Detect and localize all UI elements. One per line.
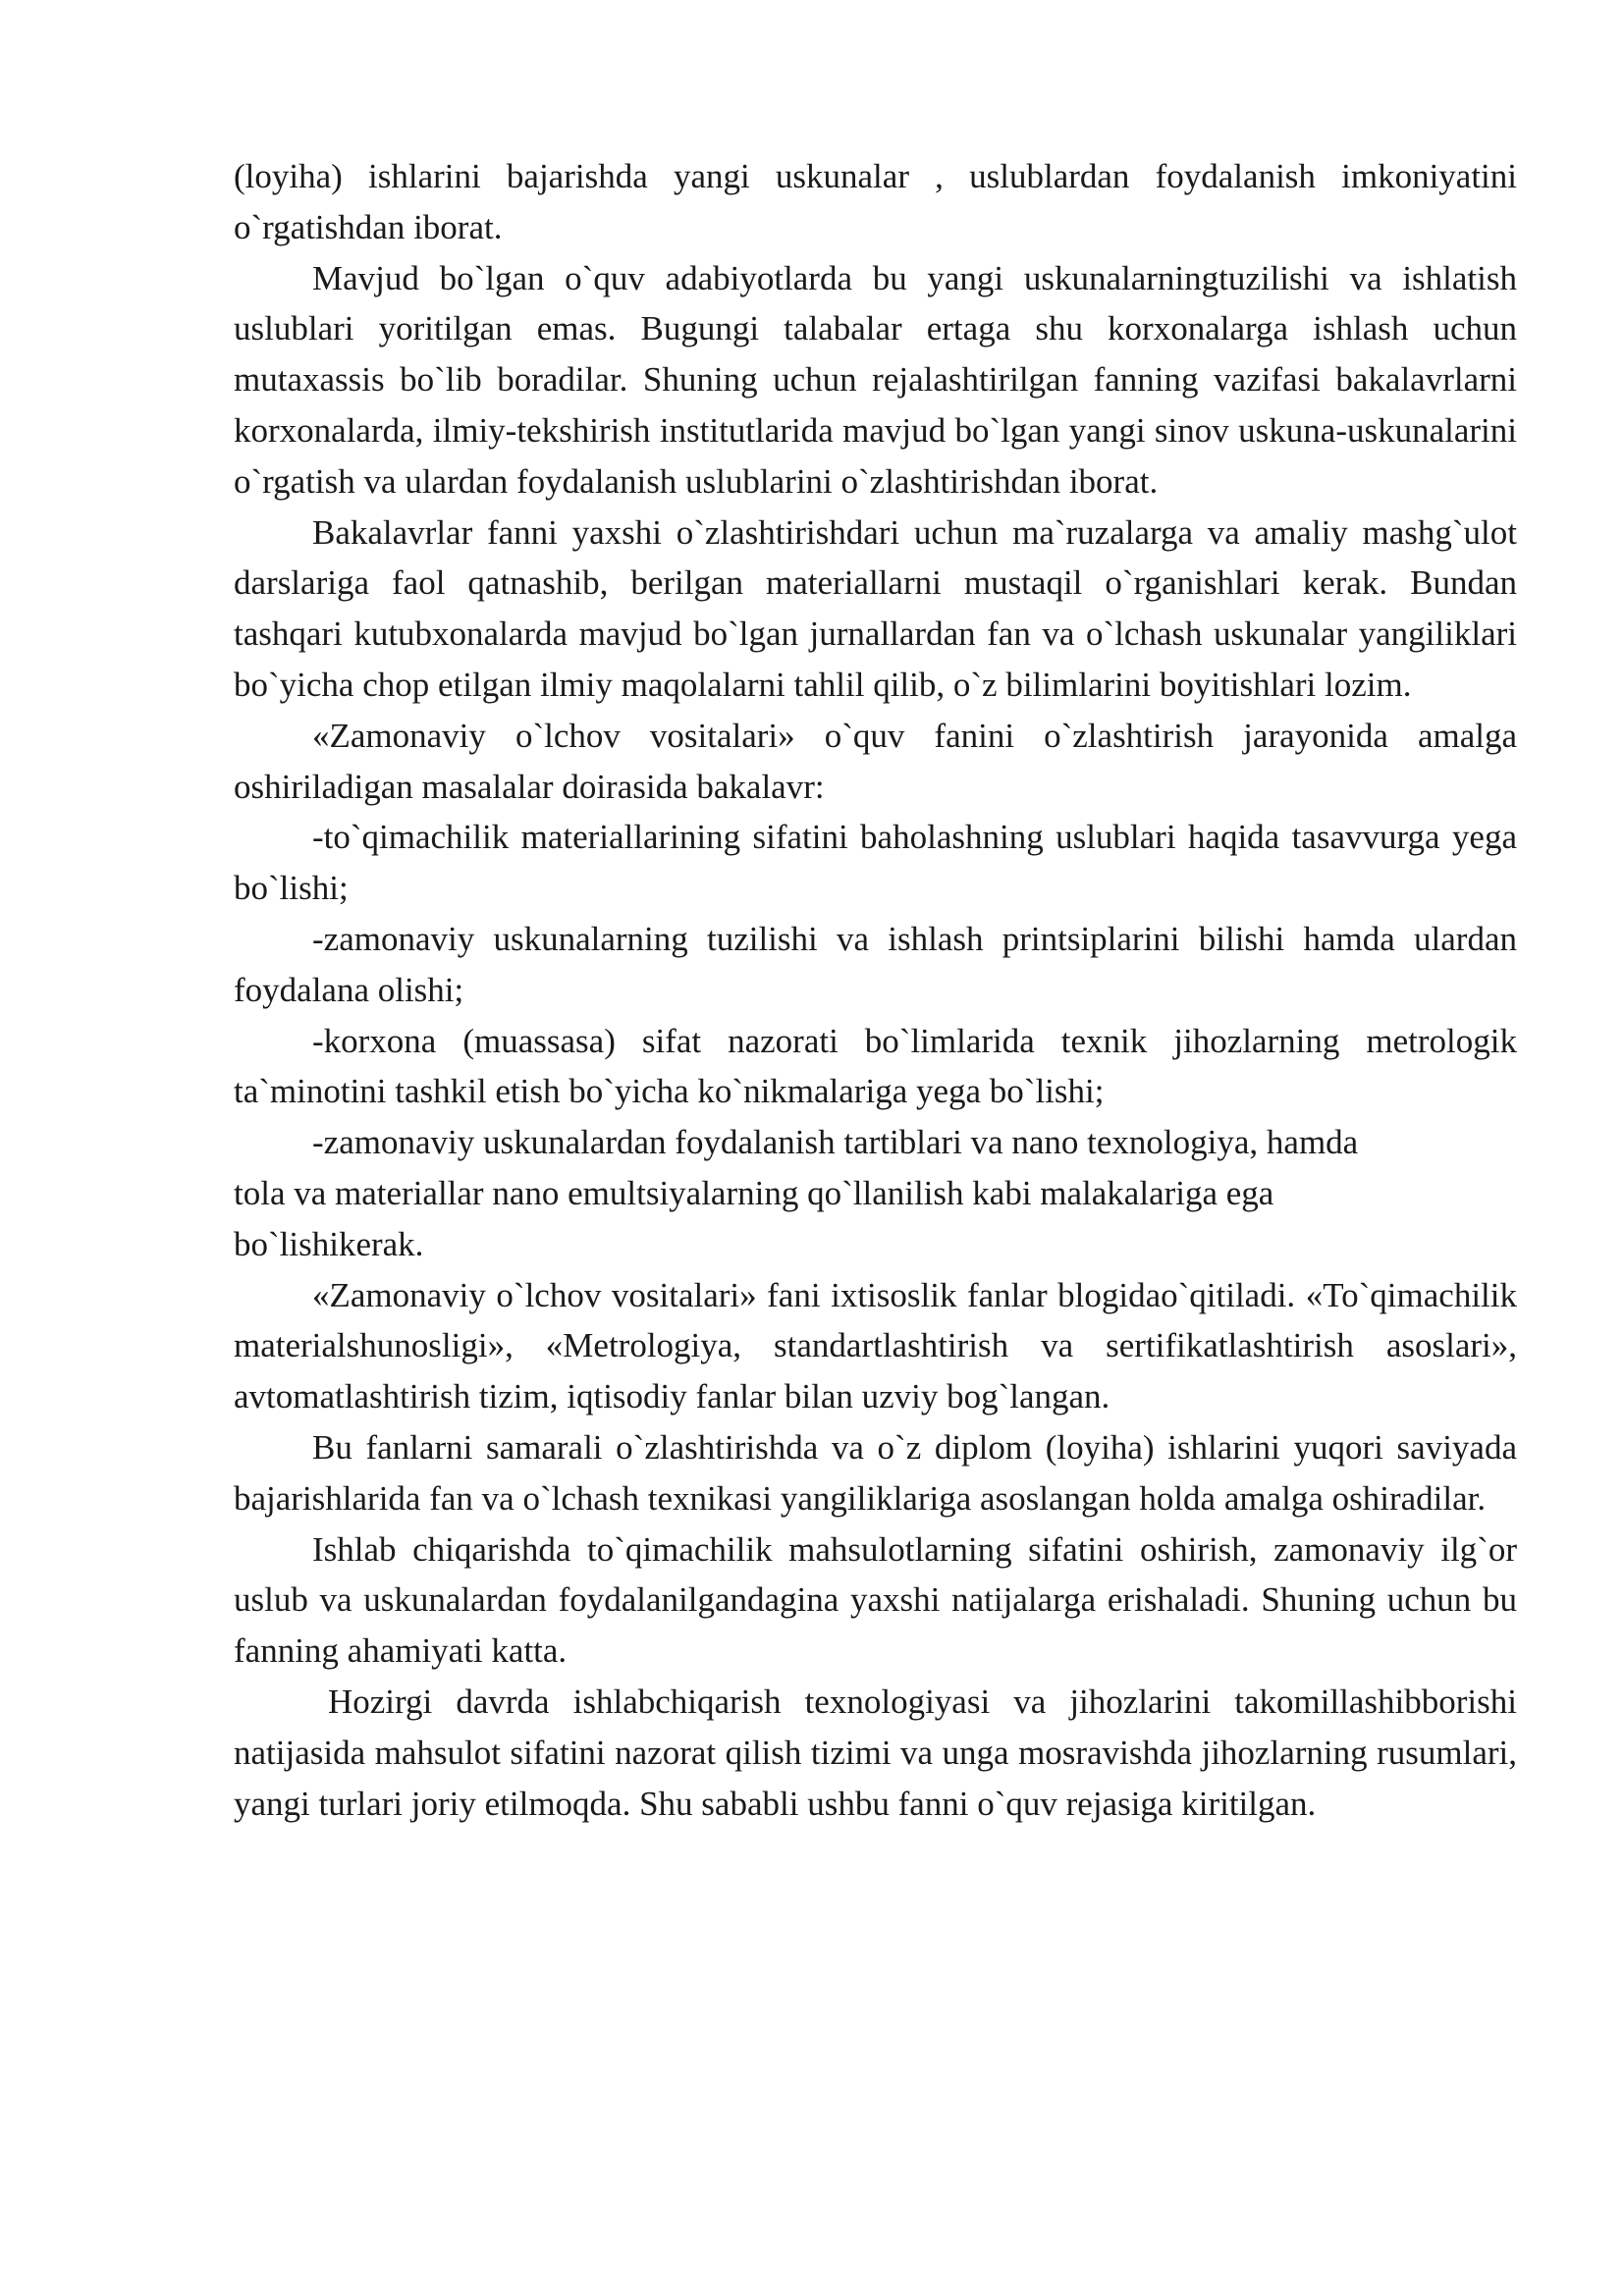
list-item-line: bo`lishikerak. xyxy=(234,1224,424,1263)
paragraph-production: Ishlab chiqarishda to`qimachilik mahsulotlarning sifatini oshirish, zamonaviy ilg`or uslub va uskunalardan foydalanilgandagina yaxshi natijalarga erishaladi. Shuning uchun bu fanning ahamiyati katta. xyxy=(234,1529,1517,1671)
paragraph-related-subjects: «Zamonaviy o`lchov vositalari» fani ixtisoslik fanlar blogidao`qitiladi. «To`qimachilik materialshunosligi», «Metrologiya, standartlashtirish va sertifikatlashtirish asoslari», avtomatlashtirish tizim, iqtisodiy fanlar bilan uzviy bog`langan. xyxy=(234,1275,1517,1416)
paragraph-current-period: Hozirgi davrda ishlabchiqarish texnologiyasi va jihozlarini takomillashibborishi natijasida mahsulot sifatini nazorat qilish tizimi va unga mosravishda jihozlarning rusumlari, yangi turlari joriy etilmoqda. Shu sababli ushbu fanni o`quv rejasiga kiritilgan. xyxy=(234,1682,1517,1823)
paragraph-diploma: Bu fanlarni samarali o`zlashtirishda va o`z diplom (loyiha) ishlarini yuqori saviyada bajarishlarida fan va o`lchash texnikasi yangiliklariga asoslangan holda amalga oshiradilar. xyxy=(234,1427,1517,1518)
list-item-line: -zamonaviy uskunalardan foydalanish tartiblari va nano texnologiya, hamda xyxy=(312,1123,1359,1162)
list-item-textile-quality: -to`qimachilik materiallarining sifatini baholashning uslublari haqida tasavvurga yega bo`lishi; xyxy=(234,818,1517,908)
list-item-nano-technology xyxy=(234,1117,1517,1269)
paragraph-course-goals: «Zamonaviy o`lchov vositalari» o`quv fanini o`zlashtirish jarayonida amalga oshiriladigan masalalar doirasida bakalavr: xyxy=(234,716,1517,806)
list-item-modern-equipment: -zamonaviy uskunalarning tuzilishi va ishlash printsiplarini bilishi hamda ulardan foydalana olishi; xyxy=(234,919,1517,1009)
list-item-line: tola va materiallar nano emultsiyalarning qo`llanilish kabi malakalariga ega xyxy=(234,1173,1274,1212)
paragraph-literature: Mavjud bo`lgan o`quv adabiyotlarda bu yangi uskunalarningtuzilishi va ishlatish uslublari yoritilgan emas. Bugungi talabalar ertaga shu korxonalarga ishlash uchun mutaxassis bo`lib boradilar. Shuning uchun rejalashtirilgan fanning vazifasi bakalavrlarni korxonalarda, ilmiy-tekshirish institutlarida mavjud bo`lgan yangi sinov uskuna-uskunalarini o`rgatish va ulardan foydalanish uslublarini o`zlashtirishdan iborat. xyxy=(234,258,1517,501)
document-page xyxy=(234,151,1517,1829)
paragraph-continuation: (loyiha) ishlarini bajarishda yangi uskunalar , uslublardan foydalanish imkoniyatini o`rgatishdan iborat. xyxy=(234,157,1517,246)
paragraph-bachelors: Bakalavrlar fanni yaxshi o`zlashtirishdari uchun ma`ruzalarga va amaliy mashg`ulot darslariga faol qatnashib, berilgan materiallarni mustaqil o`rganishlari kerak. Bundan tashqari kutubxonalarda mavjud bo`lgan jurnallardan fan va o`lchash uskunalar yangiliklari bo`yicha chop etilgan ilmiy maqolalarni tahlil qilib, o`z bilimlarini boyitishlari lozim. xyxy=(234,512,1517,704)
list-item-metrology: -korxona (muassasa) sifat nazorati bo`limlarida texnik jihozlarning metrologik ta`minotini tashkil etish bo`yicha ko`nikmalariga yega bo`lishi; xyxy=(234,1021,1517,1111)
